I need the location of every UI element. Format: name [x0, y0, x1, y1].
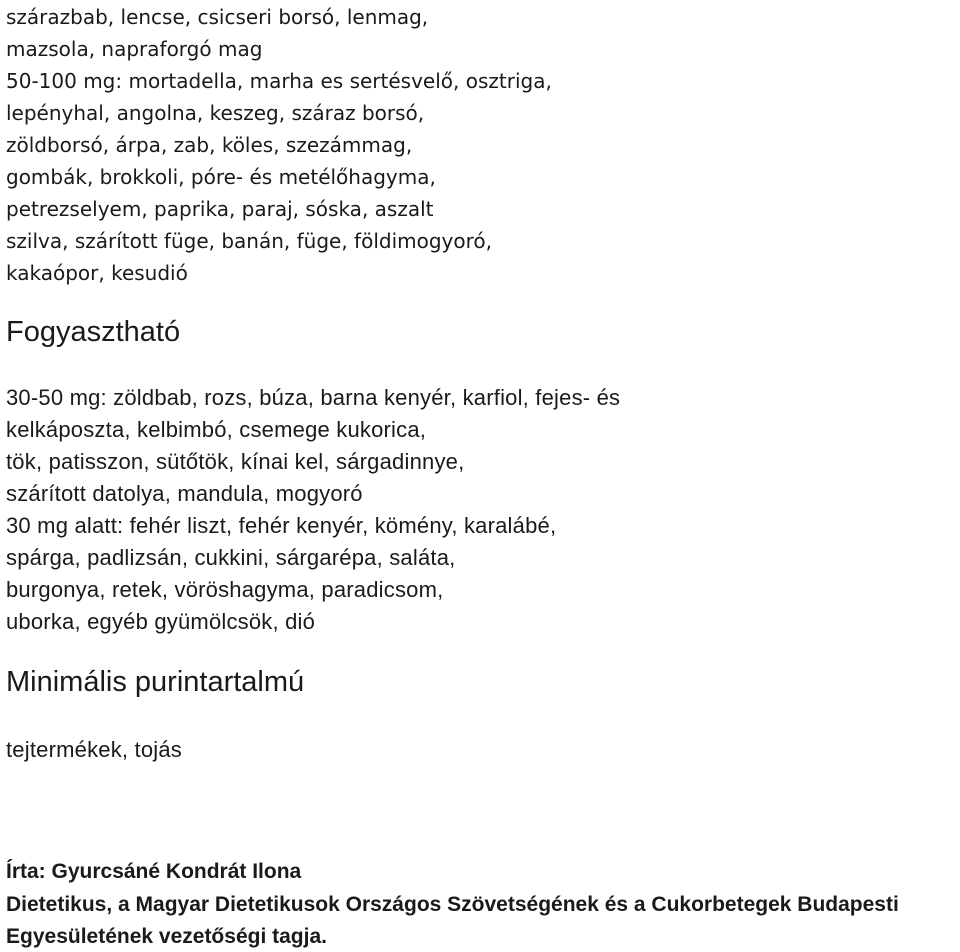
food-list-line: uborka, egyéb gyümölcsök, dió: [6, 609, 316, 634]
food-list-line: mazsola, napraforgó mag: [6, 37, 263, 61]
food-list-line: spárga, padlizsán, cukkini, sárgarépa, saláta,: [6, 545, 456, 570]
food-list-line: szilva, szárított füge, banán, füge, földimogyoró,: [6, 229, 492, 253]
section-heading-consumable: Fogyasztható: [6, 316, 181, 348]
food-list-line: 30-50 mg: zöldbab, rozs, búza, barna kenyér, karfiol, fejes- és: [6, 385, 621, 410]
food-list-line: 50-100 mg: mortadella, marha es sertésvelő, osztriga,: [6, 69, 552, 93]
food-list-line: kelkáposzta, kelbimbó, csemege kukorica,: [6, 417, 427, 442]
food-list-line: lepényhal, angolna, keszeg, száraz borsó,: [6, 101, 425, 125]
food-list-line: burgonya, retek, vöröshagyma, paradicsom,: [6, 577, 444, 602]
author-credentials-line: Dietetikus, a Magyar Dietetikusok Országos Szövetségének és a Cukorbetegek Budapesti: [6, 893, 899, 916]
food-list-line: kakaópor, kesudió: [6, 261, 188, 285]
author-credentials-line: Egyesületének vezetőségi tagja.: [6, 925, 327, 948]
food-list-line: szárított datolya, mandula, mogyoró: [6, 481, 363, 506]
section-heading-minimal: Minimális purintartalmú: [6, 666, 305, 698]
food-list-line: gombák, brokkoli, póre- és metélőhagyma,: [6, 165, 436, 189]
food-list-line: szárazbab, lencse, csicseri borsó, lenmag,: [6, 5, 429, 29]
food-list-line: tök, patisszon, sütőtök, kínai kel, sárgadinnye,: [6, 449, 465, 474]
food-list-line: petrezselyem, paprika, paraj, sóska, aszalt: [6, 197, 434, 221]
author-line: Írta: Gyurcsáné Kondrát Ilona: [6, 860, 302, 883]
food-list-line: 30 mg alatt: fehér liszt, fehér kenyér, kömény, karalábé,: [6, 513, 557, 538]
food-list-line: zöldborsó, árpa, zab, köles, szezámmag,: [6, 133, 413, 157]
food-list-line: tejtermékek, tojás: [6, 737, 183, 762]
